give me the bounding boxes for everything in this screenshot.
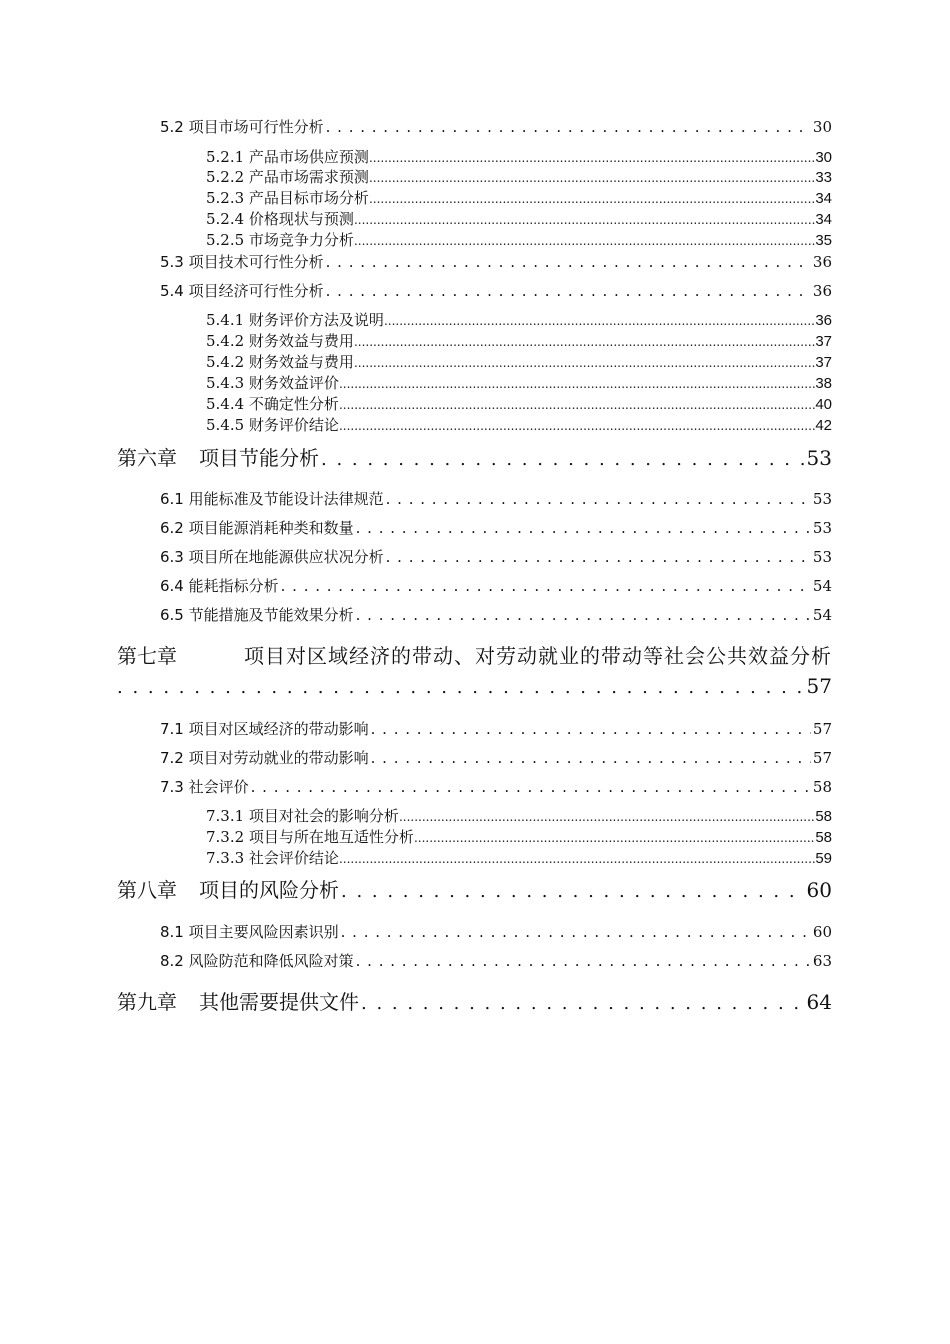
toc-page-number: 57 xyxy=(812,749,832,767)
toc-page-number: 60 xyxy=(806,878,832,902)
toc-entry-title: 5.4.2 财务效益与费用 xyxy=(206,332,354,350)
dot-leader xyxy=(326,253,811,271)
toc-entry-5-4-2[interactable] xyxy=(206,330,832,350)
toc-entry-8-1[interactable] xyxy=(160,921,832,941)
toc-page-number: 53 xyxy=(812,519,832,537)
toc-chapter-7-leader-line[interactable] xyxy=(117,674,832,702)
chapter-title: 项目的风险分析 xyxy=(199,878,339,902)
toc-entry-title: 5.2.3 产品目标市场分析 xyxy=(206,189,369,207)
chapter-title: 项目对区域经济的带动、对劳动就业的带动等社会公共效益分析 xyxy=(244,644,832,668)
toc-page-number: 60 xyxy=(812,923,832,941)
toc-entry-title: 5.4 项目经济可行性分析 xyxy=(160,282,324,300)
chapter-label: 第七章 xyxy=(117,644,177,668)
toc-page-number: 57 xyxy=(812,720,832,738)
chapter-title: 其他需要提供文件 xyxy=(199,990,359,1014)
toc-chapter-6[interactable] xyxy=(117,442,832,470)
toc-chapter-8[interactable] xyxy=(117,874,832,902)
toc-page-number: 40 xyxy=(815,396,832,413)
toc-entry-7-3-1[interactable] xyxy=(206,805,832,825)
dot-leader xyxy=(356,952,811,970)
toc-entry-title: 5.2 项目市场可行性分析 xyxy=(160,118,324,136)
toc-entry-5-4-2[interactable] xyxy=(206,351,832,371)
dot-leader xyxy=(117,677,805,698)
toc-page-number: 53 xyxy=(812,490,832,508)
dot-leader xyxy=(369,171,815,185)
toc-entry-title: 6.1 用能标准及节能设计法律规范 xyxy=(160,490,384,508)
dot-leader xyxy=(414,831,815,845)
chapter-label: 第九章 xyxy=(117,990,177,1014)
toc-entry-6-3[interactable] xyxy=(160,546,832,566)
dot-leader xyxy=(356,519,811,537)
toc-page-number: 54 xyxy=(812,606,832,624)
dot-leader xyxy=(386,490,811,508)
toc-chapter-7-title-line[interactable] xyxy=(117,640,832,669)
toc-entry-title: 5.2.4 价格现状与预测 xyxy=(206,210,354,228)
dot-leader xyxy=(361,993,805,1014)
toc-entry-7-3-2[interactable] xyxy=(206,826,832,846)
dot-leader xyxy=(356,606,811,624)
toc-page-number: 57 xyxy=(806,674,832,698)
toc-entry-5-4-3[interactable] xyxy=(206,372,832,392)
toc-entry-5-4-5[interactable] xyxy=(206,414,832,434)
dot-leader xyxy=(384,314,815,328)
toc-page-number: 37 xyxy=(815,354,832,371)
toc-chapter-9[interactable] xyxy=(117,986,832,1014)
toc-entry-5-4-1[interactable] xyxy=(206,309,832,329)
toc-entry-title: 6.2 项目能源消耗种类和数量 xyxy=(160,519,354,537)
toc-entry-5-2-5[interactable] xyxy=(206,229,832,249)
toc-page-number: 53 xyxy=(812,548,832,566)
toc-entry-5-2-2[interactable] xyxy=(206,166,832,186)
toc-entry-8-2[interactable] xyxy=(160,950,832,970)
toc-entry-5-2-3[interactable] xyxy=(206,187,832,207)
dot-leader xyxy=(339,398,815,412)
toc-entry-6-5[interactable] xyxy=(160,604,832,624)
toc-entry-title: 7.3.1 项目对社会的影响分析 xyxy=(206,807,399,825)
dot-leader xyxy=(371,720,811,738)
dot-leader xyxy=(326,118,811,136)
toc-entry-5-4-4[interactable] xyxy=(206,393,832,413)
toc-page-number: 34 xyxy=(815,211,832,228)
dot-leader xyxy=(251,778,811,796)
toc-entry-7-3[interactable] xyxy=(160,776,832,796)
dot-leader xyxy=(341,881,805,902)
toc-entry-title: 5.4.1 财务评价方法及说明 xyxy=(206,311,384,329)
toc-entry-title: 5.2.2 产品市场需求预测 xyxy=(206,168,369,186)
dot-leader xyxy=(369,151,815,165)
toc-page-number: 37 xyxy=(815,333,832,350)
chapter-label: 第八章 xyxy=(117,878,177,902)
toc-entry-title: 5.2.5 市场竞争力分析 xyxy=(206,231,354,249)
dot-leader xyxy=(369,192,815,206)
toc-page-number: 30 xyxy=(812,118,832,136)
dot-leader xyxy=(354,356,815,370)
toc-entry-title: 7.3 社会评价 xyxy=(160,778,249,796)
chapter-title: 项目节能分析 xyxy=(199,446,319,470)
toc-entry-7-3-3[interactable] xyxy=(206,847,832,867)
chapter-label: 第六章 xyxy=(117,446,177,470)
dot-leader xyxy=(386,548,811,566)
dot-leader xyxy=(281,577,811,595)
toc-entry-5-2[interactable] xyxy=(160,116,832,136)
toc-entry-title: 8.1 项目主要风险因素识别 xyxy=(160,923,339,941)
toc-entry-5-4[interactable] xyxy=(160,280,832,300)
dot-leader xyxy=(321,449,805,470)
toc-page-number: 53 xyxy=(806,446,832,470)
toc-entry-5-3[interactable] xyxy=(160,251,832,271)
dot-leader xyxy=(371,749,811,767)
toc-entry-title: 5.4.5 财务评价结论 xyxy=(206,416,339,434)
dot-leader xyxy=(326,282,811,300)
toc-entry-6-2[interactable] xyxy=(160,517,832,537)
toc-page-number: 33 xyxy=(815,169,832,186)
toc-entry-title: 7.1 项目对区域经济的带动影响 xyxy=(160,720,369,738)
toc-page-number: 36 xyxy=(812,253,832,271)
toc-entry-title: 7.3.3 社会评价结论 xyxy=(206,849,339,867)
toc-entry-title: 6.5 节能措施及节能效果分析 xyxy=(160,606,354,624)
dot-leader xyxy=(339,377,815,391)
toc-entry-title: 5.4.2 财务效益与费用 xyxy=(206,353,354,371)
toc-page-number: 58 xyxy=(812,778,832,796)
toc-entry-title: 7.2 项目对劳动就业的带动影响 xyxy=(160,749,369,767)
dot-leader xyxy=(354,234,815,248)
toc-entry-title: 6.3 项目所在地能源供应状况分析 xyxy=(160,548,384,566)
toc-entry-title: 5.2.1 产品市场供应预测 xyxy=(206,148,369,166)
toc-entry-5-2-1[interactable] xyxy=(206,146,832,166)
toc-page-number: 54 xyxy=(812,577,832,595)
toc-page-number: 63 xyxy=(812,952,832,970)
toc-page-number: 36 xyxy=(815,312,832,329)
toc-page-number: 34 xyxy=(815,190,832,207)
toc-page-number: 64 xyxy=(806,990,832,1014)
toc-entry-title: 7.3.2 项目与所在地互适性分析 xyxy=(206,828,414,846)
toc-entry-title: 5.4.4 不确定性分析 xyxy=(206,395,339,413)
toc-page-number: 36 xyxy=(812,282,832,300)
dot-leader xyxy=(341,923,811,941)
toc-page-number: 35 xyxy=(815,232,832,249)
toc-entry-title: 8.2 风险防范和降低风险对策 xyxy=(160,952,354,970)
toc-entry-title: 5.4.3 财务效益评价 xyxy=(206,374,339,392)
toc-entry-7-2[interactable] xyxy=(160,747,832,767)
dot-leader xyxy=(339,852,815,866)
toc-page-number: 30 xyxy=(815,149,832,166)
toc-entry-title: 6.4 能耗指标分析 xyxy=(160,577,279,595)
dot-leader xyxy=(399,810,815,824)
toc-page-number: 58 xyxy=(815,829,832,846)
toc-entry-title: 5.3 项目技术可行性分析 xyxy=(160,253,324,271)
dot-leader xyxy=(354,213,815,227)
dot-leader xyxy=(339,419,815,433)
toc-entry-7-1[interactable] xyxy=(160,718,832,738)
toc-entry-6-4[interactable] xyxy=(160,575,832,595)
toc-page-number: 38 xyxy=(815,375,832,392)
toc-page-number: 42 xyxy=(815,417,832,434)
dot-leader xyxy=(354,335,815,349)
toc-entry-6-1[interactable] xyxy=(160,488,832,508)
toc-page-number: 58 xyxy=(815,808,832,825)
toc-page-number: 59 xyxy=(815,850,832,867)
toc-entry-5-2-4[interactable] xyxy=(206,208,832,228)
